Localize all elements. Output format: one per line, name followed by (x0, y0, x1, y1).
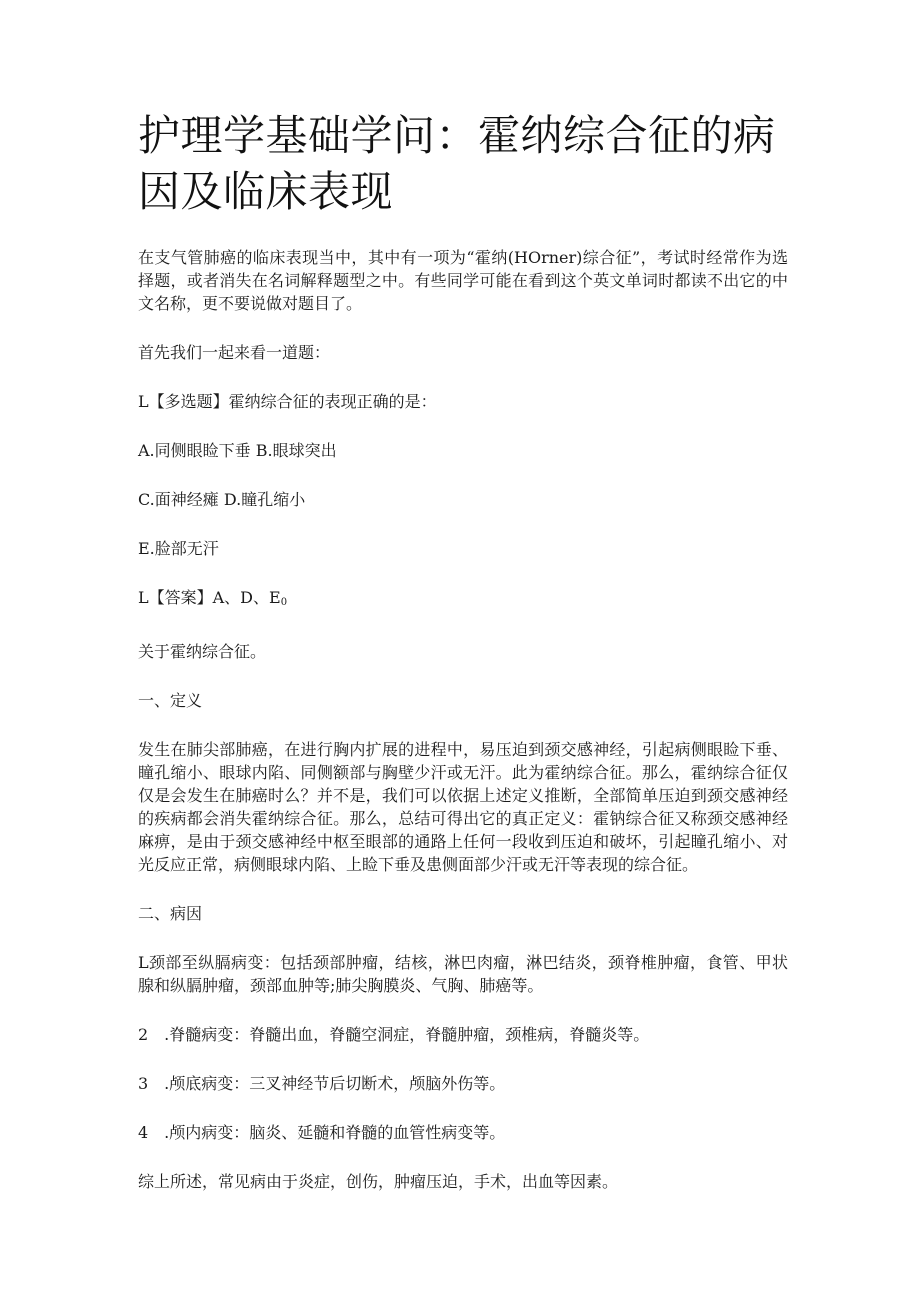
cause-item-1: L颈部至纵膈病变：包括颈部肿瘤，结核，淋巴肉瘤，淋巴结炎，颈脊椎肿瘤，食管、甲状腺和纵膈肿瘤，颈部血肿等;肺尖胸膜炎、气胸、肺癌等。 (138, 953, 788, 995)
section1-heading: 一、定义 (138, 691, 203, 710)
answer-paragraph (138, 586, 788, 614)
document-title: 护理学基础学问：霍纳综合征的病因及临床表现 (138, 111, 776, 216)
cause-item-3: 3 .颅底病变：三叉神经节后切断术，颅脑外伤等。 (138, 1074, 506, 1093)
option-ab: A.同侧眼睑下垂 B.眼球突出 (138, 441, 337, 460)
option-cd: C.面神经瘫 D.瞳孔缩小 (138, 490, 306, 509)
section2-heading: 二、病因 (138, 904, 203, 923)
answer-subscript: 0 (280, 597, 288, 608)
lead-paragraph: 首先我们一起来看一道题： (138, 343, 331, 362)
question-paragraph: L【多选题】霍纳综合征的表现正确的是： (138, 392, 437, 411)
document-page (138, 108, 788, 1219)
intro-paragraph: 在支气管肺癌的临床表现当中，其中有一项为“霍纳(HOrner)综合征”，考试时经常作为选择题，或者消失在名词解释题型之中。有些同学可能在看到这个英文单词时都读不出它的中文名称，更不要说做对题目了。 (138, 248, 788, 313)
about-paragraph: 关于霍纳综合征。 (138, 642, 267, 661)
answer-text: L【答案】A、D、E (138, 588, 281, 607)
cause-item-2: 2 .脊髓病变：脊髓出血，脊髓空洞症，脊髓肿瘤，颈椎病，脊髓炎等。 (138, 1025, 650, 1044)
option-e: E.脸部无汗 (138, 539, 219, 558)
summary-paragraph: 综上所述，常见病由于炎症，创伤，肿瘤压迫，手术，出血等因素。 (138, 1172, 619, 1191)
definition-paragraph: 发生在肺尖部肺癌，在进行胸内扩展的进程中，易压迫到颈交感神经，引起病侧眼睑下垂、瞳孔缩小、眼球内陷、同侧额部与胸壁少汗或无汗。此为霍纳综合征。那么，霍纳综合征仅仅是会发生在肺癌时么？并不是，我们可以依据上述定义推断，全部简单压迫到颈交感神经的疾病都会消失霍纳综合征。那么，总结可得出它的真正定义：霍钠综合征又称颈交感神经麻痹，是由于颈交感神经中枢至眼部的通路上任何一段收到压迫和破坏，引起瞳孔缩小、对光反应正常，病侧眼球内陷、上睑下垂及患侧面部少汗或无汗等表现的综合征。 (138, 740, 788, 874)
cause-item-4: 4 .颅内病变：脑炎、延髓和脊髓的血管性病变等。 (138, 1123, 506, 1142)
